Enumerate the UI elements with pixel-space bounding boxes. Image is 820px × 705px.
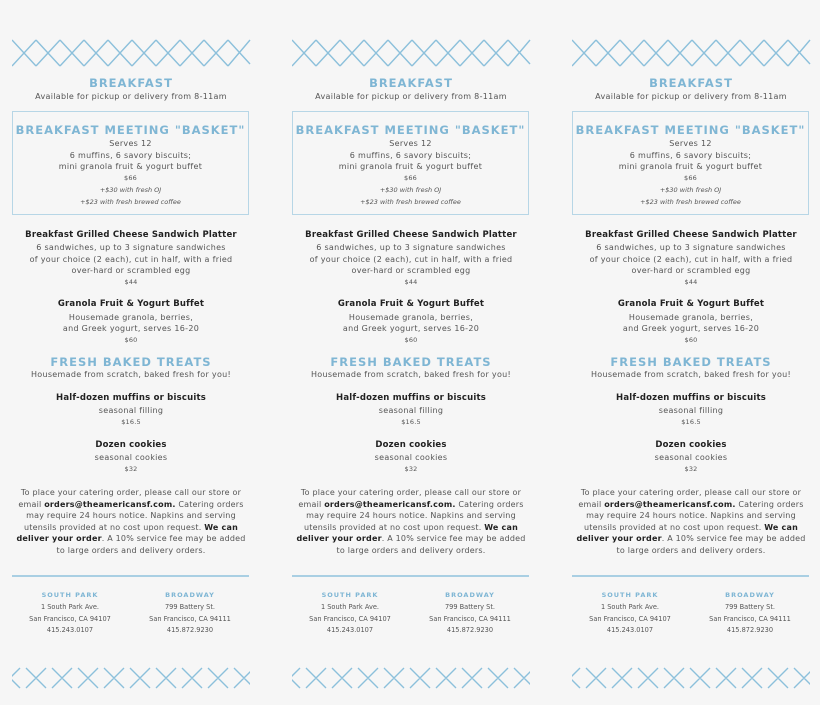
menu-panel (0, 0, 262, 705)
treats-heading: FRESH BAKED TREATS (50, 355, 212, 369)
order-email-link[interactable]: orders@theamericansf.com. (324, 499, 456, 509)
basket-box (12, 111, 249, 215)
order-info-line: may require 24 hours notice. Napkins and serving (306, 511, 516, 520)
location-address: 1 South Park Ave. (320, 603, 380, 611)
location-south-park (570, 591, 690, 637)
order-info (280, 487, 542, 556)
order-info-line: to large orders and delivery orders. (56, 545, 206, 555)
basket-addon-oj: +$30 with fresh OJ (379, 186, 442, 194)
treat-name: Dozen cookies (375, 440, 447, 450)
basket-title: BREAKFAST MEETING "BASKET" (295, 123, 526, 137)
location-broadway (130, 591, 250, 637)
order-info-line: To place your catering order, please call our store or (20, 488, 242, 497)
basket-title: BREAKFAST MEETING "BASKET" (15, 123, 246, 137)
breakfast-heading: BREAKFAST (649, 76, 733, 90)
cross-pattern-top-icon (292, 38, 532, 68)
item-price: $60 (124, 336, 138, 344)
treat-name: Half-dozen muffins or biscuits (616, 393, 766, 403)
item-desc: over-hard or scrambled egg (71, 266, 191, 275)
treat-price: $16.5 (681, 418, 701, 426)
location-address: 1 South Park Ave. (40, 603, 100, 611)
location-phone[interactable]: 415.872.9230 (726, 626, 774, 634)
location-phone[interactable]: 415.243.0107 (326, 626, 374, 634)
location-name: BROADWAY (725, 591, 775, 599)
item-desc: of your choice (2 each), cut in half, with a fried (589, 255, 793, 264)
item-name: Breakfast Grilled Cheese Sandwich Platter (305, 230, 517, 240)
treat-desc: seasonal cookies (94, 453, 168, 462)
basket-line1: 6 muffins, 6 savory biscuits; (349, 151, 472, 160)
basket-addon-coffee: +$23 with fresh brewed coffee (80, 198, 181, 206)
item-desc: 6 sandwiches, up to 3 signature sandwiches (316, 243, 506, 252)
order-info-line: utensils provided at no cost upon request. We can (24, 522, 238, 532)
treat-price: $16.5 (121, 418, 141, 426)
treat-desc: seasonal filling (98, 406, 164, 415)
location-city: San Francisco, CA 94111 (429, 614, 511, 623)
basket-addon-oj: +$30 with fresh OJ (99, 186, 162, 194)
treats-heading: FRESH BAKED TREATS (610, 355, 772, 369)
basket-addon-coffee: +$23 with fresh brewed coffee (640, 198, 741, 206)
breakfast-heading: BREAKFAST (369, 76, 453, 90)
item-desc: and Greek yogurt, serves 16-20 (62, 324, 200, 333)
item-desc: Housemade granola, berries, (68, 313, 194, 322)
treat-name: Dozen cookies (95, 440, 167, 450)
location-city: San Francisco, CA 94111 (709, 614, 791, 623)
breakfast-heading: BREAKFAST (89, 76, 173, 90)
item-desc: over-hard or scrambled egg (631, 266, 751, 275)
item-desc: over-hard or scrambled egg (351, 266, 471, 275)
breakfast-subtitle: Available for pickup or delivery from 8-11am (595, 92, 787, 101)
treat-desc: seasonal filling (378, 406, 444, 415)
order-info-line: may require 24 hours notice. Napkins and serving (586, 511, 796, 520)
breakfast-subtitle: Available for pickup or delivery from 8-11am (35, 92, 227, 101)
item-desc: of your choice (2 each), cut in half, with a fried (29, 255, 233, 264)
order-info-line: email orders@theamericansf.com. Catering orders (578, 499, 804, 509)
treats-subtitle: Housemade from scratch, baked fresh for you! (30, 370, 232, 379)
treat-price: $16.5 (401, 418, 421, 426)
item-price: $44 (684, 278, 698, 286)
item-desc: and Greek yogurt, serves 16-20 (342, 324, 480, 333)
treat-price: $32 (684, 465, 698, 473)
location-south-park (10, 591, 130, 637)
basket-addon-oj: +$30 with fresh OJ (659, 186, 722, 194)
menu-panel (280, 0, 542, 705)
location-broadway (410, 591, 530, 637)
basket-line1: 6 muffins, 6 savory biscuits; (69, 151, 192, 160)
location-phone[interactable]: 415.243.0107 (606, 626, 654, 634)
location-city: San Francisco, CA 94107 (29, 614, 111, 623)
item-desc: 6 sandwiches, up to 3 signature sandwiches (596, 243, 786, 252)
location-south-park (290, 591, 410, 637)
basket-price: $66 (403, 174, 417, 182)
item-desc: Housemade granola, berries, (628, 313, 754, 322)
order-info (0, 487, 262, 556)
location-name: SOUTH PARK (321, 591, 379, 599)
order-info-line: to large orders and delivery orders. (616, 545, 766, 555)
treat-desc: seasonal cookies (654, 453, 728, 462)
item-price: $60 (684, 336, 698, 344)
location-city: San Francisco, CA 94107 (589, 614, 671, 623)
location-phone[interactable]: 415.872.9230 (446, 626, 494, 634)
item-price: $44 (124, 278, 138, 286)
cross-pattern-bottom-icon (12, 666, 250, 692)
item-price: $60 (404, 336, 418, 344)
basket-line2: mini granola fruit & yogurt buffet (338, 162, 483, 171)
location-phone[interactable]: 415.243.0107 (46, 626, 94, 634)
item-name: Breakfast Grilled Cheese Sandwich Platter (585, 230, 797, 240)
treat-name: Half-dozen muffins or biscuits (336, 393, 486, 403)
cross-pattern-top-icon (12, 38, 252, 68)
location-city: San Francisco, CA 94107 (309, 614, 391, 623)
cross-pattern-bottom-icon (572, 666, 810, 692)
divider (572, 575, 809, 577)
treats-heading: FRESH BAKED TREATS (330, 355, 492, 369)
location-address: 799 Battery St. (444, 603, 496, 611)
order-info-line: utensils provided at no cost upon request. We can (584, 522, 798, 532)
order-info-line: to large orders and delivery orders. (336, 545, 486, 555)
order-info-line: email orders@theamericansf.com. Catering orders (18, 499, 244, 509)
treat-name: Dozen cookies (655, 440, 727, 450)
location-name: BROADWAY (445, 591, 495, 599)
location-name: BROADWAY (165, 591, 215, 599)
basket-price: $66 (683, 174, 697, 182)
order-info-line: utensils provided at no cost upon request. We can (304, 522, 518, 532)
treat-price: $32 (124, 465, 138, 473)
location-broadway (690, 591, 810, 637)
order-email-link[interactable]: orders@theamericansf.com. (44, 499, 176, 509)
order-info-line: email orders@theamericansf.com. Catering orders (298, 499, 524, 509)
location-address: 799 Battery St. (724, 603, 776, 611)
basket-serves: Serves 12 (669, 139, 712, 148)
item-desc: and Greek yogurt, serves 16-20 (622, 324, 760, 333)
treat-desc: seasonal cookies (374, 453, 448, 462)
cross-pattern-bottom-icon (292, 666, 530, 692)
basket-serves: Serves 12 (389, 139, 432, 148)
order-info-line: To place your catering order, please call our store or (300, 488, 522, 497)
item-desc: of your choice (2 each), cut in half, with a fried (309, 255, 513, 264)
order-info-line: deliver your order. A 10% service fee may be added (576, 534, 806, 543)
treat-name: Half-dozen muffins or biscuits (56, 393, 206, 403)
item-desc: Housemade granola, berries, (348, 313, 474, 322)
item-name: Granola Fruit & Yogurt Buffet (57, 299, 205, 309)
location-phone[interactable]: 415.872.9230 (166, 626, 214, 634)
treats-subtitle: Housemade from scratch, baked fresh for you! (310, 370, 512, 379)
basket-line1: 6 muffins, 6 savory biscuits; (629, 151, 752, 160)
location-address: 1 South Park Ave. (600, 603, 660, 611)
basket-addon-coffee: +$23 with fresh brewed coffee (360, 198, 461, 206)
divider (292, 575, 529, 577)
basket-line2: mini granola fruit & yogurt buffet (618, 162, 763, 171)
breakfast-subtitle: Available for pickup or delivery from 8-11am (315, 92, 507, 101)
item-price: $44 (404, 278, 418, 286)
basket-box (292, 111, 529, 215)
order-info (560, 487, 820, 556)
treat-price: $32 (404, 465, 418, 473)
item-name: Granola Fruit & Yogurt Buffet (617, 299, 765, 309)
treats-subtitle: Housemade from scratch, baked fresh for you! (590, 370, 792, 379)
order-email-link[interactable]: orders@theamericansf.com. (604, 499, 736, 509)
location-name: SOUTH PARK (41, 591, 99, 599)
basket-serves: Serves 12 (109, 139, 152, 148)
item-desc: 6 sandwiches, up to 3 signature sandwiches (36, 243, 226, 252)
cross-pattern-top-icon (572, 38, 812, 68)
treat-desc: seasonal filling (658, 406, 724, 415)
basket-price: $66 (123, 174, 137, 182)
item-name: Breakfast Grilled Cheese Sandwich Platter (25, 230, 237, 240)
divider (12, 575, 249, 577)
order-info-line: To place your catering order, please call our store or (580, 488, 802, 497)
menu-panel (560, 0, 820, 705)
order-info-line: may require 24 hours notice. Napkins and serving (26, 511, 236, 520)
item-name: Granola Fruit & Yogurt Buffet (337, 299, 485, 309)
basket-line2: mini granola fruit & yogurt buffet (58, 162, 203, 171)
basket-title: BREAKFAST MEETING "BASKET" (575, 123, 806, 137)
location-name: SOUTH PARK (601, 591, 659, 599)
order-info-line: deliver your order. A 10% service fee may be added (296, 534, 526, 543)
order-info-line: deliver your order. A 10% service fee may be added (16, 534, 246, 543)
location-city: San Francisco, CA 94111 (149, 614, 231, 623)
basket-box (572, 111, 809, 215)
location-address: 799 Battery St. (164, 603, 216, 611)
